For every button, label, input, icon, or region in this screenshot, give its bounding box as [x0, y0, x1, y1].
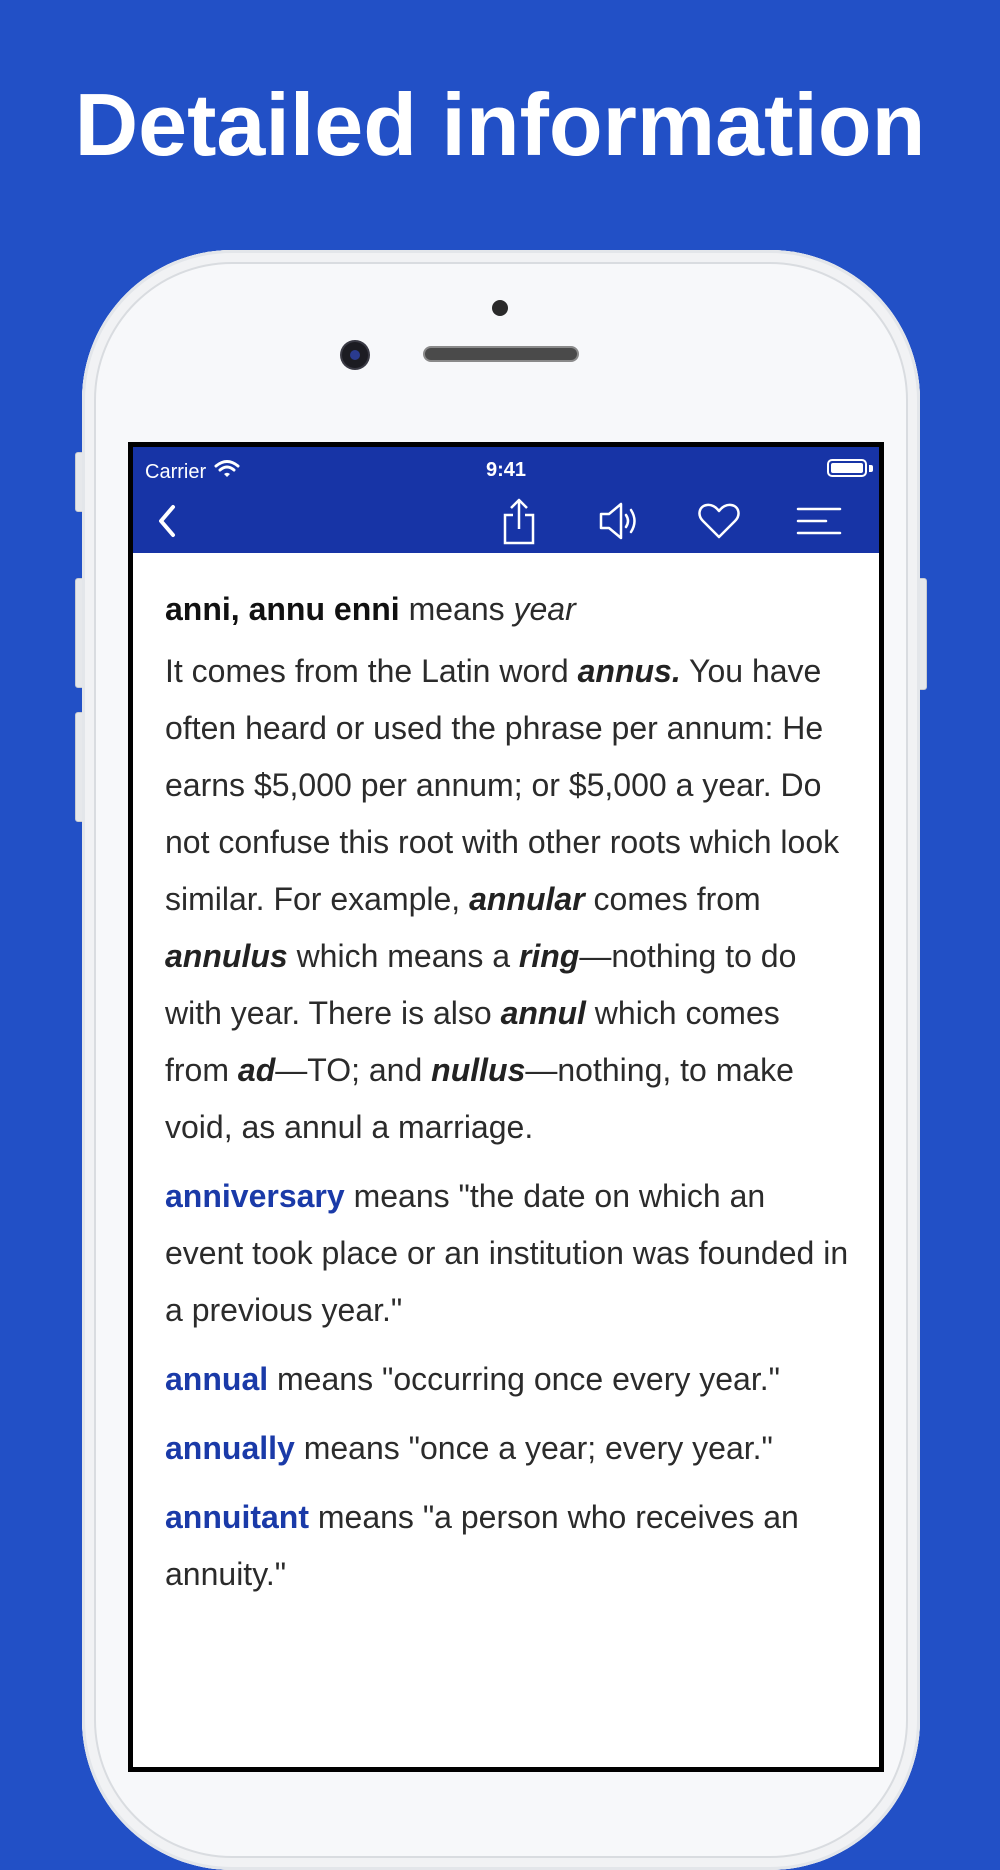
front-camera	[342, 342, 368, 368]
favorite-button[interactable]	[689, 489, 749, 553]
back-chevron-icon	[155, 503, 179, 539]
paragraph-text: which means a	[287, 938, 519, 974]
root-term: anni, annu enni	[165, 591, 400, 627]
word-definition: means "once a year; every year."	[294, 1430, 773, 1466]
status-time: 9:41	[485, 459, 527, 481]
entry-title	[165, 587, 849, 631]
share-button[interactable]	[491, 489, 547, 553]
word-link-anniversary[interactable]: anniversary	[165, 1178, 345, 1214]
word-entry	[165, 1351, 849, 1408]
word-entry	[165, 1489, 849, 1603]
paragraph-text: —nothing to do with year. There is also	[165, 938, 797, 1031]
latin-term: ad	[237, 1052, 276, 1088]
latin-term: annul	[500, 995, 586, 1031]
paragraph-text: —TO; and	[275, 1052, 432, 1088]
paragraph-text: You have often heard or used the phrase per annum: He earns $5,000 per annum; or $5,000 a year. Do not confuse this root with other roots which look similar. For example,	[165, 653, 840, 917]
share-icon	[499, 497, 539, 545]
app-screen	[128, 442, 884, 1772]
latin-term: nullus	[431, 1052, 526, 1088]
word-definition: means "occurring once every year."	[268, 1361, 780, 1397]
explanation-paragraph	[165, 643, 849, 1156]
paragraph-text: comes from	[584, 881, 761, 917]
battery-icon	[827, 459, 867, 477]
word-link-annually[interactable]: annually	[165, 1430, 295, 1466]
menu-icon	[796, 505, 842, 537]
word-entry	[165, 1420, 849, 1477]
entry-content	[165, 553, 849, 1615]
carrier-label: Carrier	[145, 460, 207, 483]
pronounce-button[interactable]	[589, 489, 649, 553]
proximity-sensor	[492, 300, 508, 316]
nav-bar	[133, 489, 879, 553]
word-definition: means "the date on which an event took place or an institution was founded in a previous year."	[165, 1178, 849, 1328]
latin-term: ring	[518, 938, 580, 974]
latin-term: annus.	[577, 653, 681, 689]
battery-tip	[869, 465, 873, 472]
speaker-icon	[597, 500, 641, 542]
root-meaning: year	[513, 591, 576, 627]
word-definition: means "a person who receives an annuity."	[165, 1499, 799, 1592]
heart-icon	[697, 502, 741, 540]
back-button[interactable]	[143, 489, 191, 553]
earpiece-speaker	[425, 348, 577, 360]
word-link-annuitant[interactable]: annuitant	[165, 1499, 309, 1535]
word-entry	[165, 1168, 849, 1339]
paragraph-text: —nothing, to make void, as annul a marriage.	[165, 1052, 794, 1145]
latin-term: annulus	[165, 938, 288, 974]
paragraph-text: which comes from	[165, 995, 780, 1088]
means-word: means	[399, 591, 514, 627]
word-link-annual[interactable]: annual	[165, 1361, 269, 1397]
status-bar	[133, 447, 879, 489]
latin-term: annular	[469, 881, 585, 917]
paragraph-text: It comes from the Latin word	[165, 653, 578, 689]
headline: Detailed information	[74, 75, 926, 174]
menu-button[interactable]	[789, 489, 849, 553]
